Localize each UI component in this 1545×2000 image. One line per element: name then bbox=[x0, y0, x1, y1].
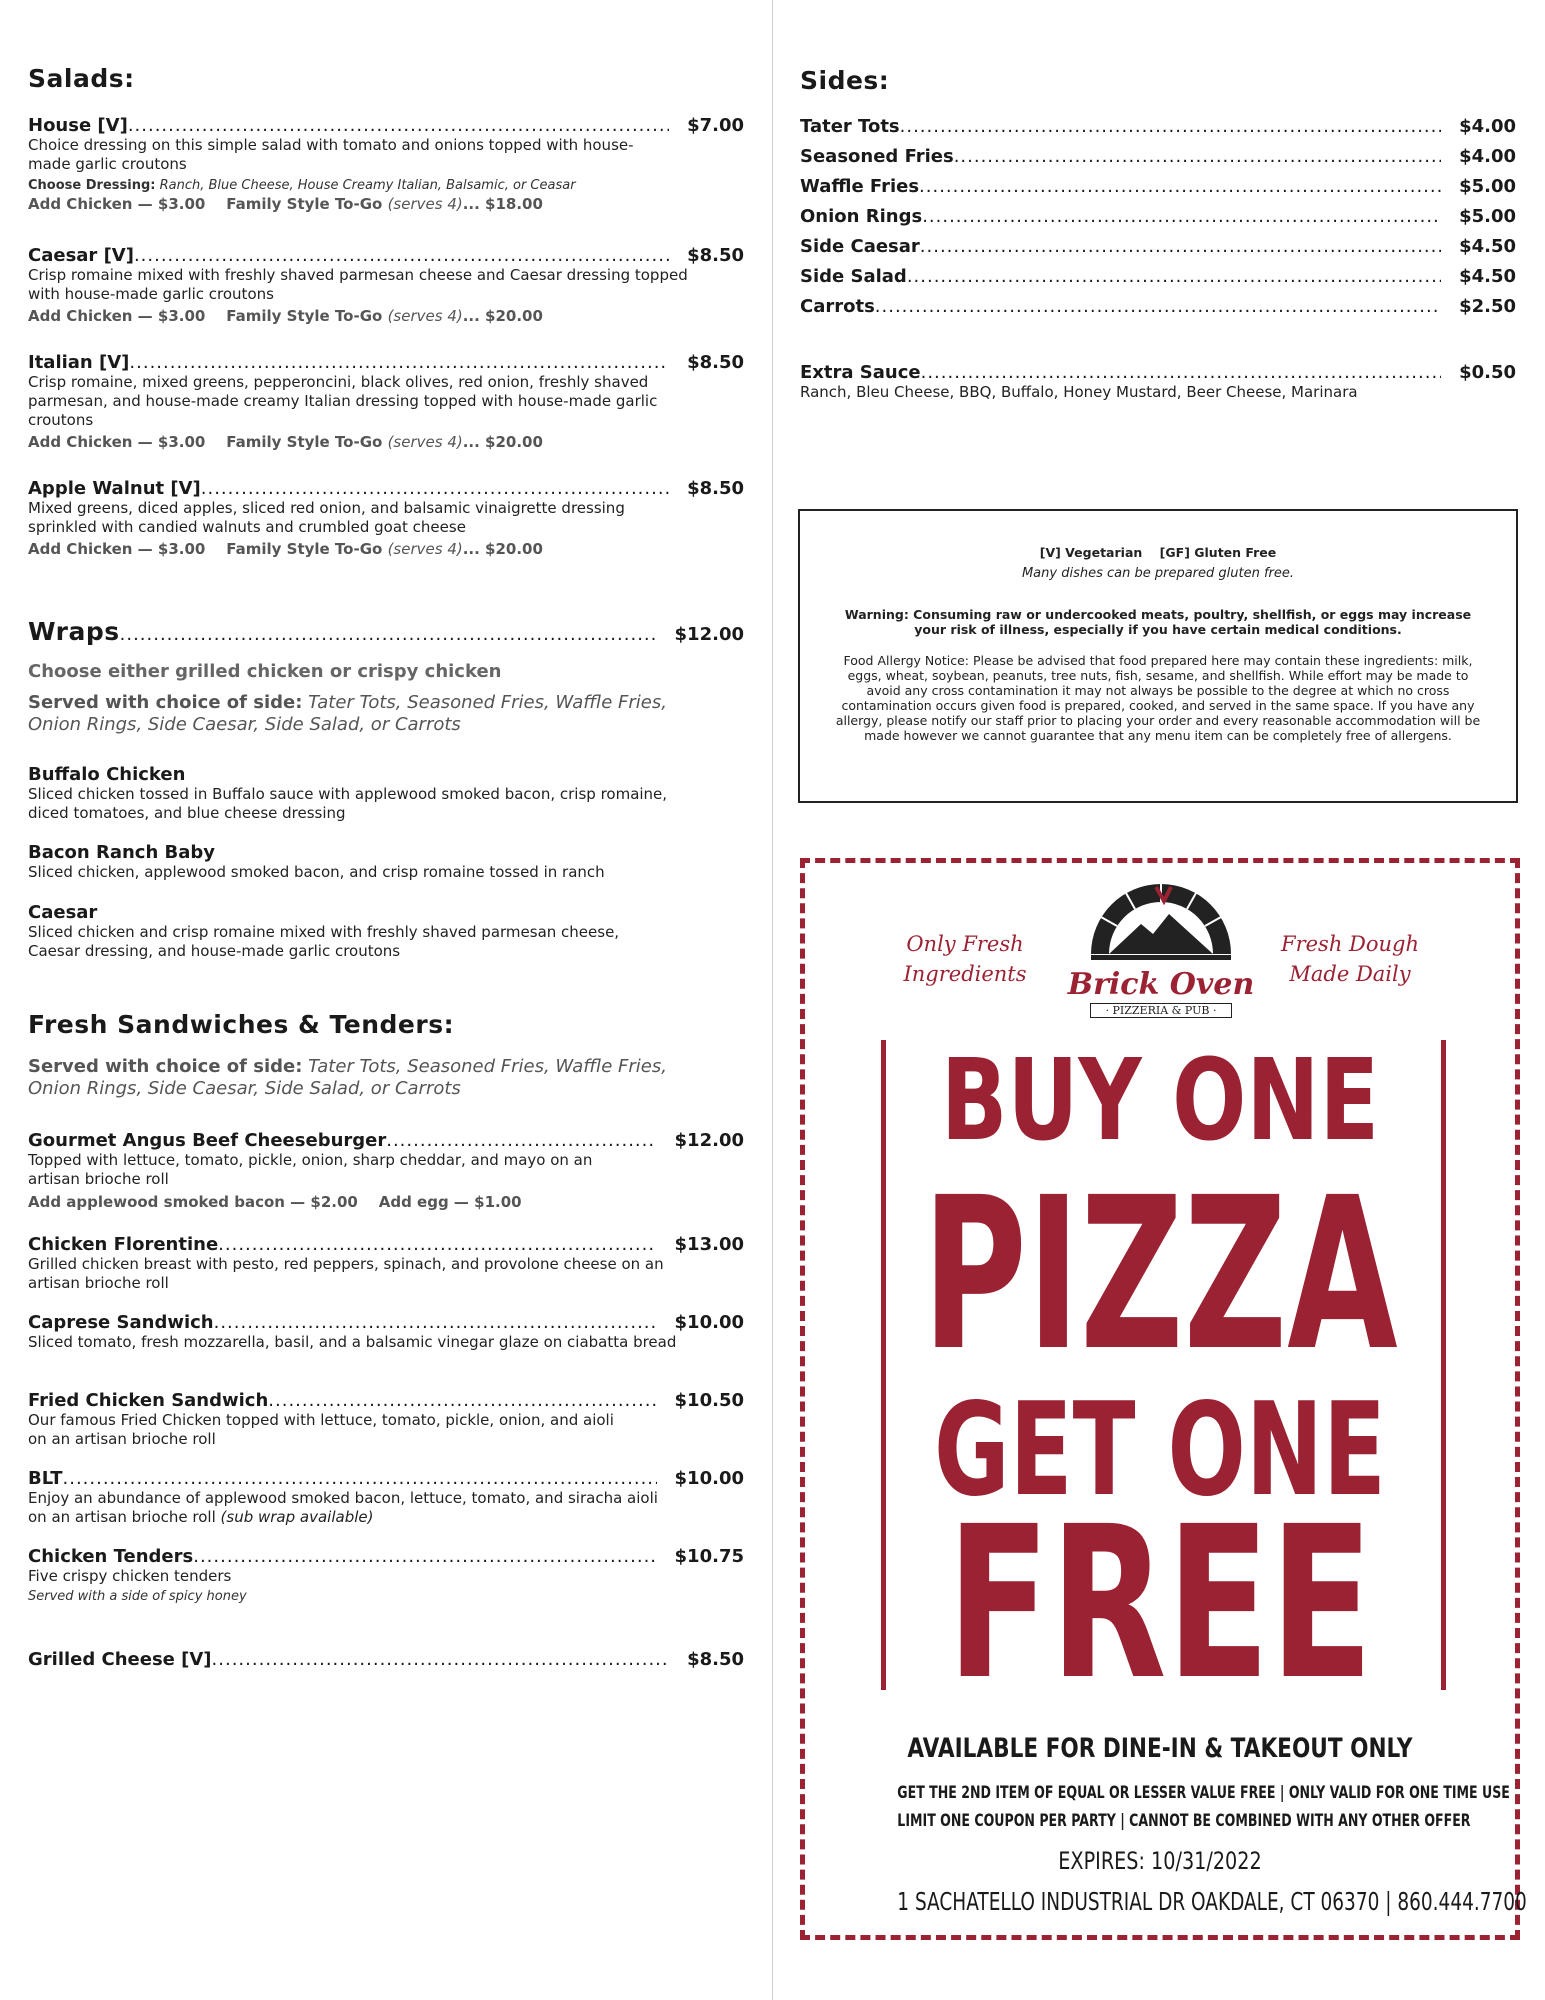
item-price: $12.00 bbox=[674, 1130, 744, 1151]
item-price: $8.50 bbox=[687, 1649, 744, 1670]
sides-list bbox=[800, 116, 1516, 326]
item-name: Caprese Sandwich bbox=[28, 1312, 214, 1333]
wrap-caesar bbox=[28, 902, 744, 961]
list-item: Waffle Fries ..... $5.00 bbox=[800, 176, 1516, 206]
gluten-free-note: Many dishes can be prepared gluten free. bbox=[1021, 566, 1295, 581]
item-price: $10.00 bbox=[674, 1468, 744, 1489]
item-price: $10.00 bbox=[674, 1312, 744, 1333]
offer-line-pizza: PIZZA bbox=[922, 1152, 1398, 1397]
sandwich-tenders bbox=[28, 1546, 744, 1604]
sandwich-grilled-cheese bbox=[28, 1649, 744, 1670]
terms-line-2: LIMIT ONE COUPON PER PARTY | CANNOT BE COMBINED WITH ANY OTHER OFFER bbox=[897, 1811, 1471, 1831]
item-price: $8.50 bbox=[687, 245, 744, 266]
salad-apple-walnut bbox=[28, 478, 744, 558]
item-desc: Ranch, Bleu Cheese, BBQ, Buffalo, Honey Mustard, Beer Cheese, Marinara bbox=[800, 383, 1358, 401]
wraps-title: Wraps bbox=[28, 617, 120, 646]
tenders-note: Served with a side of spicy honey bbox=[28, 1589, 247, 1604]
bogo-pizza-coupon bbox=[800, 858, 1527, 1940]
item-name: Buffalo Chicken bbox=[28, 764, 186, 785]
list-item: Seasoned Fries ..... $4.00 bbox=[800, 146, 1516, 176]
logo-name: Brick Oven bbox=[1067, 967, 1255, 1002]
item-desc: Crisp romaine, mixed greens, pepperoncini, black olives, red onion, freshly shaved parmesan, and house-made creamy Italian dressing topped with house-made garlic croutons bbox=[28, 373, 658, 429]
salads-title: Salads: bbox=[28, 64, 135, 93]
item-desc: Enjoy an abundance of applewood smoked bacon, lettuce, tomato, and siracha aioli on an artisan brioche roll (sub wrap available) bbox=[28, 1489, 658, 1526]
wraps-served: Served with choice of side: Tater Tots, Seasoned Fries, Waffle Fries, Onion Rings, Side Caesar, Side Salad, or Carrots bbox=[28, 692, 667, 735]
item-name: Caesar bbox=[28, 902, 98, 923]
logo-subtitle: · PIZZERIA & PUB · bbox=[1090, 1003, 1232, 1018]
item-desc: Sliced chicken, applewood smoked bacon, and crisp romaine tossed in ranch bbox=[28, 863, 605, 881]
item-price: $13.00 bbox=[674, 1234, 744, 1255]
item-price: $8.50 bbox=[687, 352, 744, 373]
diet-legend: [V] Vegetarian [GF] Gluten Free bbox=[1039, 545, 1277, 560]
item-name: Chicken Florentine bbox=[28, 1234, 219, 1255]
salad-addons: Add Chicken — $3.00 Family Style To-Go (serves 4)... $18.00 bbox=[28, 195, 543, 213]
offer-line-buy-one: BUY ONE bbox=[940, 1036, 1380, 1166]
item-desc: Crisp romaine mixed with freshly shaved parmesan cheese and Caesar dressing topped with house-made garlic croutons bbox=[28, 266, 688, 303]
item-price: $7.00 bbox=[687, 115, 744, 136]
cheeseburger-addons: Add applewood smoked bacon — $2.00 Add egg — $1.00 bbox=[28, 1193, 522, 1211]
choose-dressing: Choose Dressing: Ranch, Blue Cheese, House Creamy Italian, Balsamic, or Ceasar bbox=[28, 178, 576, 193]
item-desc: Sliced chicken and crisp romaine mixed with freshly shaved parmesan cheese, Caesar dressing, and house-made garlic croutons bbox=[28, 923, 620, 960]
item-name: Caesar [V] bbox=[28, 245, 134, 266]
wraps-choose: Choose either grilled chicken or crispy chicken bbox=[28, 661, 502, 682]
item-desc: Topped with lettuce, tomato, pickle, onion, sharp cheddar, and mayo on an artisan brioche roll bbox=[28, 1151, 593, 1188]
item-desc: Sliced chicken tossed in Buffalo sauce with applewood smoked bacon, crisp romaine, diced tomatoes, and blue cheese dressing bbox=[28, 785, 668, 822]
sandwiches-title: Fresh Sandwiches & Tenders: bbox=[28, 1010, 455, 1039]
item-name: Gourmet Angus Beef Cheeseburger bbox=[28, 1130, 387, 1151]
expiration-date: EXPIRES: 10/31/2022 bbox=[1058, 1847, 1262, 1875]
salad-addons: Add Chicken — $3.00 Family Style To-Go (serves 4)... $20.00 bbox=[28, 433, 543, 451]
list-item: Onion Rings ..... $5.00 bbox=[800, 206, 1516, 236]
availability-text: AVAILABLE FOR DINE-IN & TAKEOUT ONLY bbox=[907, 1733, 1413, 1764]
item-name: Grilled Cheese [V] bbox=[28, 1649, 212, 1670]
sides-title: Sides: bbox=[800, 66, 890, 95]
extra-sauce bbox=[800, 362, 1516, 402]
sandwich-caprese bbox=[28, 1312, 744, 1352]
item-name: Bacon Ranch Baby bbox=[28, 842, 216, 863]
item-price: $10.75 bbox=[674, 1546, 744, 1567]
list-item: Tater Tots ..... $4.00 bbox=[800, 116, 1516, 146]
salad-italian bbox=[28, 352, 744, 451]
store-address-phone: 1 SACHATELLO INDUSTRIAL DR OAKDALE, CT 06370 | 860.444.7700 bbox=[897, 1887, 1527, 1916]
list-item: Side Caesar ..... $4.50 bbox=[800, 236, 1516, 266]
item-name: Extra Sauce bbox=[800, 362, 921, 383]
salad-caesar bbox=[28, 245, 744, 325]
sandwich-florentine bbox=[28, 1234, 744, 1293]
item-price: $0.50 bbox=[1459, 362, 1516, 383]
list-item: Carrots ..... $2.50 bbox=[800, 296, 1516, 326]
item-desc: Sliced tomato, fresh mozzarella, basil, and a balsamic vinegar glaze on ciabatta bread bbox=[28, 1333, 677, 1351]
wrap-buffalo-chicken bbox=[28, 764, 744, 823]
item-desc: Our famous Fried Chicken topped with lettuce, tomato, pickle, onion, and aioli on an artisan brioche roll bbox=[28, 1411, 614, 1448]
item-name: Italian [V] bbox=[28, 352, 130, 373]
salad-addons: Add Chicken — $3.00 Family Style To-Go (serves 4)... $20.00 bbox=[28, 307, 543, 325]
salad-house bbox=[28, 115, 744, 213]
fresh-dough-tag: Fresh Dough Made Daily bbox=[1281, 932, 1419, 986]
item-desc: Grilled chicken breast with pesto, red peppers, spinach, and provolone cheese on an artisan brioche roll bbox=[28, 1255, 664, 1292]
allergy-text: Food Allergy Notice: Please be advised that food prepared here may contain these ingredients: milk, eggs, wheat, soybean, peanuts, tree nuts, fish, sesame, and shellfish. While effort may be made to avoid any cross contamination it may not always be possible to the degree at which no cross contamination occurs given food is prepared, cooked, and served in the same space. If you have any allergy, please notify our staff prior to placing your order and every reasonable accommodation will be made however we cannot guarantee that any menu item can be completely free of allergens. bbox=[835, 653, 1481, 743]
warning-text: Warning: Consuming raw or undercooked meats, poultry, shellfish, or eggs may increase your risk of illness, especially if you have certain medical conditions. bbox=[844, 607, 1472, 637]
fresh-ingredients-tag: Only Fresh Ingredients bbox=[903, 932, 1027, 986]
wrap-bacon-ranch bbox=[28, 842, 744, 882]
wraps-header bbox=[28, 617, 744, 646]
sandwiches-served: Served with choice of side: Tater Tots, Seasoned Fries, Waffle Fries, Onion Rings, Side Caesar, Side Salad, or Carrots bbox=[28, 1056, 667, 1099]
list-item: Side Salad ..... $4.50 bbox=[800, 266, 1516, 296]
item-name: House [V] bbox=[28, 115, 128, 136]
right-red-rule bbox=[1441, 1040, 1446, 1690]
allergy-notice-box bbox=[798, 509, 1518, 803]
salad-addons: Add Chicken — $3.00 Family Style To-Go (serves 4)... $20.00 bbox=[28, 540, 543, 558]
offer-line-free: FREE bbox=[946, 1481, 1374, 1726]
sandwich-fried-chicken bbox=[28, 1390, 744, 1449]
item-price: $8.50 bbox=[687, 478, 744, 499]
terms-line-1: GET THE 2ND ITEM OF EQUAL OR LESSER VALUE FREE | ONLY VALID FOR ONE TIME USE bbox=[897, 1783, 1510, 1803]
item-name: Apple Walnut [V] bbox=[28, 478, 201, 499]
item-desc: Choice dressing on this simple salad with tomato and onions topped with house-made garlic croutons bbox=[28, 136, 634, 173]
item-name: BLT bbox=[28, 1468, 63, 1489]
item-desc: Five crispy chicken tenders bbox=[28, 1567, 232, 1585]
sandwich-cheeseburger bbox=[28, 1130, 744, 1211]
item-price: $10.50 bbox=[674, 1390, 744, 1411]
wraps-price: $12.00 bbox=[674, 624, 744, 645]
item-name: Chicken Tenders bbox=[28, 1546, 194, 1567]
item-name: Fried Chicken Sandwich bbox=[28, 1390, 269, 1411]
page-divider bbox=[772, 0, 773, 2000]
offer-line-get-one: GET ONE bbox=[934, 1376, 1386, 1525]
oven-logo-icon bbox=[1061, 879, 1261, 969]
item-desc: Mixed greens, diced apples, sliced red onion, and balsamic vinaigrette dressing sprinkled with candied walnuts and crumbled goat cheese bbox=[28, 499, 625, 536]
brick-oven-logo bbox=[1061, 879, 1261, 1017]
sandwich-blt bbox=[28, 1468, 744, 1527]
